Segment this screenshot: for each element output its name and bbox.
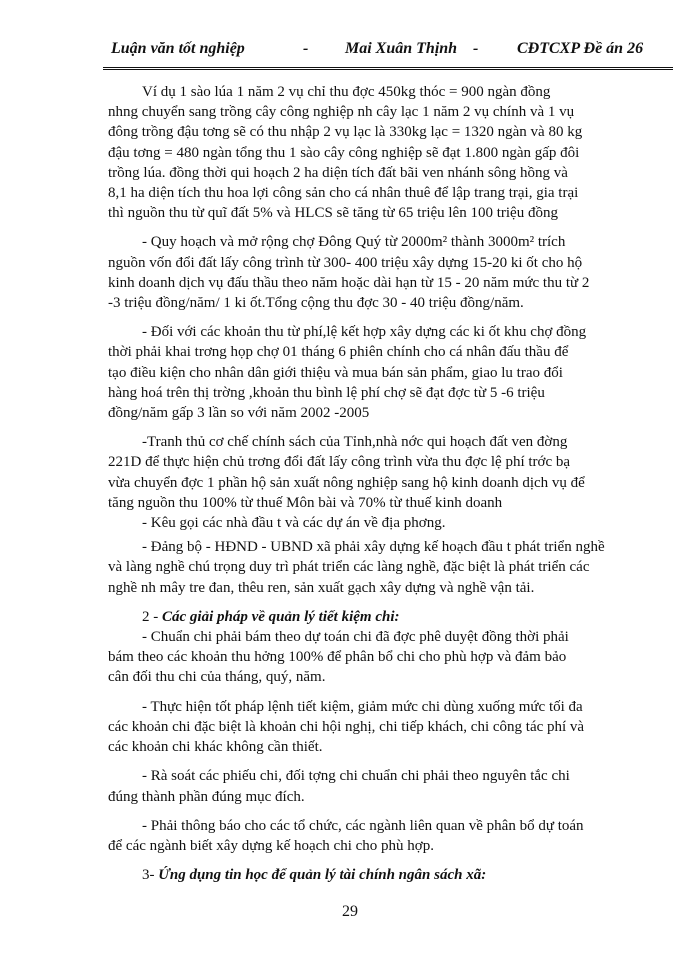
text-line: -Tranh thủ cơ chế chính sách của Tỉnh,nhà nớc qui hoạch đất ven đờng bbox=[142, 434, 568, 451]
text-line: - Phải thông báo cho các tổ chức, các ngành liên quan về phân bổ dự toán bbox=[142, 817, 584, 834]
paragraph-gap bbox=[108, 856, 663, 865]
paragraph-market-plan bbox=[108, 232, 663, 313]
header-rule bbox=[103, 67, 673, 70]
text-line: - Quy hoạch và mở rộng chợ Đông Quý từ 2000m² thành 3000m² trích bbox=[142, 234, 566, 251]
paragraph-example bbox=[108, 82, 663, 223]
text-line: tạo điều kiện cho nhân dân giới thiệu và mua bán sản phẩm, giao lu trao đổi bbox=[108, 364, 563, 381]
text-line: kinh doanh dịch vụ đấu thầu theo năm hoặc dài hạn từ 15 - 20 năm mức thu từ 2 bbox=[108, 274, 590, 291]
text-line: bám theo các khoản thu hởng 100% để phân bổ chi cho phù hợp và đảm bảo bbox=[108, 649, 567, 666]
paragraph-savings bbox=[108, 697, 663, 758]
header-thesis-label: Luận văn tốt nghiệp bbox=[111, 40, 245, 57]
text-line: - Đảng bộ - HĐND - UBND xã phải xây dựng kế hoạch đầu t phát triển nghề bbox=[142, 539, 605, 556]
text-line: nhng chuyển sang trồng cây công nghiệp nh cây lạc 1 năm 2 vụ chính và 1 vụ bbox=[108, 104, 575, 121]
header-project: CĐTCXP Đề án 26 bbox=[517, 40, 644, 57]
paragraph-notify bbox=[108, 816, 663, 856]
text-line: đậu tơng = 480 ngàn tổng thu 1 sào cây công nghiệp sẽ đạt 1.800 ngàn gấp đôi bbox=[108, 144, 580, 161]
text-line: nghề nh mây tre đan, thêu ren, sản xuất gạch xây dựng và nghề vận tải. bbox=[108, 579, 535, 596]
text-line: vừa chuyển đợc 1 phần hộ sản xuất nông nghiệp sang hộ kinh doanh dịch vụ để bbox=[108, 474, 585, 491]
text-line: - Thực hiện tốt pháp lệnh tiết kiệm, giảm mức chi dùng xuống mức tối đa bbox=[142, 698, 583, 715]
text-line: -3 triệu đồng/năm/ 1 ki ốt.Tổng cộng thu đợc 30 - 40 triệu đồng/năm. bbox=[108, 295, 524, 312]
paragraph-gap bbox=[108, 223, 663, 232]
paragraph-gap bbox=[108, 807, 663, 816]
paragraph-review bbox=[108, 766, 663, 806]
heading-number: 2 - bbox=[142, 608, 162, 625]
text-line: đồng/năm gấp 3 lần so với năm 2002 -2005 bbox=[108, 405, 370, 422]
text-line: để các ngành biết xây dựng kế hoạch chi cho phù hợp. bbox=[108, 837, 434, 854]
text-line: thời phải khai trơng họp chợ 01 tháng 6 phiên chính cho cá nhân đấu thầu để bbox=[108, 344, 569, 361]
header-separator: - bbox=[303, 40, 309, 57]
text-line: các khoản chi khác không cần thiết. bbox=[108, 739, 323, 756]
paragraph-gap bbox=[108, 757, 663, 766]
text-line: cân đối thu chi của tháng, quý, năm. bbox=[108, 669, 326, 686]
running-header bbox=[107, 38, 665, 68]
section-heading-3 bbox=[108, 865, 663, 885]
text-line: 8,1 ha diện tích thu hoa lợi công sản cho cá nhân thuê để lập trang trại, gia trại bbox=[108, 185, 579, 202]
text-line: và làng nghề chú trọng duy trì phát triển các làng nghề, đặc biệt là phát triển các bbox=[108, 559, 590, 576]
paragraph-investors bbox=[108, 513, 663, 533]
paragraph-fees bbox=[108, 322, 663, 423]
page-number: 29 bbox=[342, 903, 358, 920]
heading-text: Ứng dụng tin học để quản lý tài chính ngân sách xã: bbox=[158, 867, 487, 884]
paragraph-gap bbox=[108, 688, 663, 697]
heading-line bbox=[108, 607, 663, 627]
paragraph-spending-standard bbox=[108, 627, 663, 688]
paragraph-gap bbox=[108, 313, 663, 322]
text-line: hàng hoá trên thị trờng ,khoản thu bình lệ phí chợ sẽ đạt đợc từ 5 -6 triệu bbox=[108, 384, 545, 401]
text-line: Ví dụ 1 sào lúa 1 năm 2 vụ chỉ thu đợc 450kg thóc = 900 ngàn đồng bbox=[142, 84, 551, 100]
text-line: thì nguồn thu từ quĩ đất 5% và HLCS sẽ tăng từ 65 triệu lên 100 triệu đồng bbox=[108, 205, 558, 222]
text-line: - Đối với các khoản thu từ phí,lệ kết hợp xây dựng các ki ốt khu chợ đồng bbox=[142, 324, 587, 341]
heading-line bbox=[108, 865, 663, 885]
text-line: trồng lúa. đồng thời qui hoạch 2 ha diện tích đất bãi ven nhánh sông hồng và bbox=[108, 164, 568, 181]
paragraph-gap bbox=[108, 423, 663, 432]
text-line: tăng nguồn thu 100% từ thuế Môn bài và 70% từ thuế kinh doanh bbox=[108, 494, 503, 511]
text-line: - Rà soát các phiếu chi, đối tợng chi chuẩn chi phải theo nguyên tắc chi bbox=[142, 768, 570, 785]
heading-text: Các giải pháp về quản lý tiết kiệm chi: bbox=[162, 608, 400, 625]
body-text bbox=[108, 82, 663, 885]
text-line: - Kêu gọi các nhà đầu t và các dự án về địa phơng. bbox=[142, 515, 446, 532]
text-line: 221D để thực hiện chủ trơng đổi đất lấy công trình vừa thu đợc lệ phí trớc bạ bbox=[108, 454, 571, 471]
paragraph-gap bbox=[108, 598, 663, 607]
heading-number: 3- bbox=[142, 867, 159, 884]
text-line: đúng thành phần đúng mục đích. bbox=[108, 788, 305, 805]
text-line: - Chuẩn chi phải bám theo dự toán chi đã đợc phê duyệt đồng thời phải bbox=[142, 629, 569, 646]
text-line: đông trồng đậu tơng sẽ có thu nhập 2 vụ lạc là 330kg lạc = 1320 ngàn và 80 kg bbox=[108, 124, 583, 141]
section-heading-2 bbox=[108, 607, 663, 627]
text-line: các khoản chi đặc biệt là khoản chi hội nghị, chi tiếp khách, chi công tác phí và bbox=[108, 718, 585, 735]
paragraph-crafts bbox=[108, 537, 663, 598]
header-separator: - bbox=[473, 40, 479, 57]
text-line: nguồn vốn đổi đất lấy công trình từ 300- 400 triệu xây dựng 15-20 ki ốt cho hộ bbox=[108, 254, 583, 271]
header-author: Mai Xuân Thịnh bbox=[345, 40, 458, 57]
paragraph-policy bbox=[108, 432, 663, 513]
